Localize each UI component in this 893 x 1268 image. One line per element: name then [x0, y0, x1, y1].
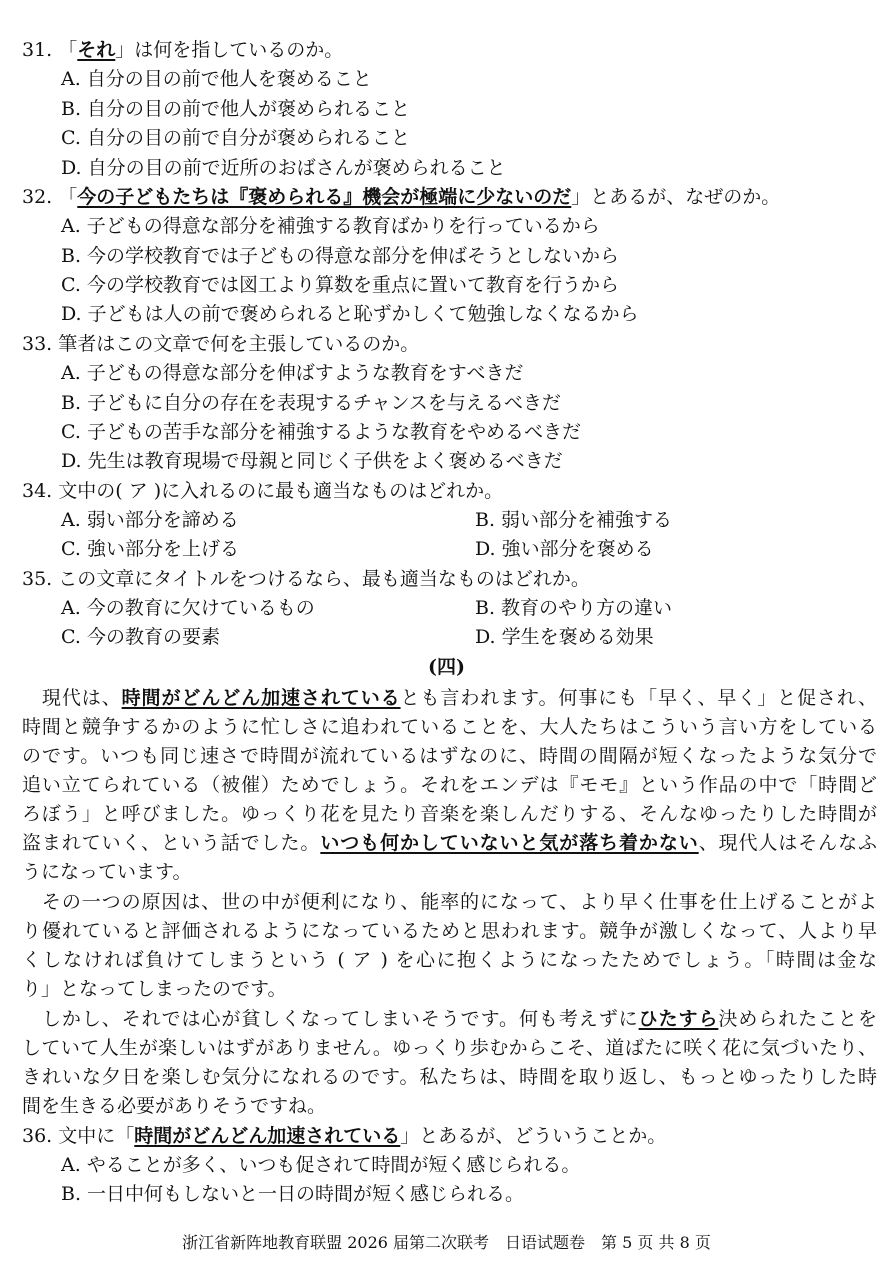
- passage-line: していて人生が楽しいはずがありません。ゆっくり歩むからこそ、道ばたに咲く花に気づいたり、: [22, 1037, 877, 1059]
- passage-line: 現代は、時間がどんどん加速されているとも言われます。何事にも「早く、早く」と促され、: [22, 687, 877, 709]
- passage-line: 間を生きる必要がありそうですね。: [22, 1095, 327, 1117]
- passage-line: り優れていると評価されるようになっているためと思われます。競争が激しくなって、人より早: [22, 920, 877, 942]
- passage-line: のです。いつも同じ速さで時間が流れているはずなのに、時間の間隔が短くなったような気分で: [22, 745, 877, 767]
- question-33: 33. 筆者はこの文章で何を主張しているのか。: [22, 333, 420, 355]
- option-31b: B. 自分の目の前で他人が褒められること: [61, 98, 411, 120]
- question-number: 33.: [22, 333, 53, 355]
- option-32c: C. 今の学校教育では図工より算数を重点に置いて教育を行うから: [61, 274, 619, 296]
- passage-line: 盗まれていく、という話でした。いつも何かしていないと気が落ち着かない、現代人はそんなふ: [22, 832, 877, 854]
- option-31c: C. 自分の目の前で自分が褒められること: [61, 127, 410, 149]
- option-33b: B. 子どもに自分の存在を表現するチャンスを与えるべきだ: [61, 392, 561, 414]
- option-32a: A. 子どもの得意な部分を補強する教育ばかりを行っているから: [61, 215, 600, 237]
- question-number: 36.: [22, 1125, 53, 1147]
- question-number: 31.: [22, 39, 53, 61]
- option-34a: A. 弱い部分を諦める: [61, 509, 239, 531]
- option-32d: D. 子どもは人の前で褒められると恥ずかしくて勉強しなくなるから: [61, 303, 639, 325]
- passage-line: しかし、それでは心が貧しくなってしまいそうです。何も考えずにひたすら決められたことを: [22, 1008, 877, 1030]
- section-title: (四): [428, 656, 465, 678]
- question-number: 35.: [22, 568, 53, 590]
- underlined-term: それ: [77, 39, 116, 61]
- option-32b: B. 今の学校教育では子どもの得意な部分を伸ばそうとしないから: [61, 245, 620, 267]
- option-31a: A. 自分の目の前で他人を褒めること: [61, 68, 372, 90]
- passage-line: うになっています。: [22, 861, 192, 883]
- option-34c: C. 強い部分を上げる: [61, 538, 239, 560]
- option-34d: D. 強い部分を褒める: [475, 538, 654, 560]
- option-35a: A. 今の教育に欠けているもの: [61, 597, 315, 619]
- option-31d: D. 自分の目の前で近所のおばさんが褒められること: [61, 157, 506, 179]
- underlined-term: 時間がどんどん加速されている: [134, 1125, 401, 1147]
- question-number: 34.: [22, 480, 53, 502]
- option-35d: D. 学生を褒める効果: [475, 626, 654, 648]
- passage-line: 時間と競争するかのように忙しさに追われていることを、大人たちはこういう言い方をしている: [22, 716, 877, 738]
- question-number: 32.: [22, 186, 53, 208]
- page-footer: 浙江省新阵地教育联盟 2026 届第二次联考 日语试题卷 第 5 页 共 8 页: [182, 1233, 711, 1252]
- passage-line: 追い立てられている（被催）ためでしょう。それをエンデは『モモ』という作品の中で「時間ど: [22, 774, 877, 796]
- option-35b: B. 教育のやり方の違い: [475, 597, 673, 619]
- option-36b: B. 一日中何もしないと一日の時間が短く感じられる。: [61, 1183, 525, 1205]
- passage-line: ろぼう」と呼びました。ゆっくり花を見たり音楽を楽しんだりする、そんなゆったりした時間が: [22, 803, 877, 825]
- underlined-phrase: いつも何かしていないと気が落ち着かない: [320, 832, 699, 854]
- question-36: 36. 文中に「時間がどんどん加速されている」とあるが、どういうことか。: [22, 1125, 667, 1147]
- passage-line: きれいな夕日を楽しむ気分になれるのです。私たちは、時間を取り返し、もっとゆったりした時: [22, 1066, 877, 1088]
- option-33c: C. 子どもの苦手な部分を補強するような教育をやめるべきだ: [61, 421, 581, 443]
- question-32: 32. 「今の子どもたちは『褒められる』機会が極端に少ないのだ」とあるが、なぜのか。: [22, 186, 781, 208]
- underlined-term: 今の子どもたちは『褒められる』機会が極端に少ないのだ: [77, 186, 572, 208]
- option-34b: B. 弱い部分を補強する: [475, 509, 673, 531]
- option-36a: A. やることが多く、いつも促されて時間が短く感じられる。: [61, 1154, 581, 1176]
- question-35: 35. この文章にタイトルをつけるなら、最も適当なものはどれか。: [22, 568, 590, 590]
- underlined-phrase: 時間がどんどん加速されている: [121, 687, 401, 709]
- option-35c: C. 今の教育の要素: [61, 626, 220, 648]
- question-31: 31. 「それ」は何を指しているのか。: [22, 39, 344, 61]
- passage-line: り」となってしまったのです。: [22, 978, 287, 1000]
- passage-line: その一つの原因は、世の中が便利になり、能率的になって、より早く仕事を仕上げることがよ: [22, 891, 877, 913]
- option-33d: D. 先生は教育現場で母親と同じく子供をよく褒めるべきだ: [61, 450, 563, 472]
- question-34: 34. 文中の( ア )に入れるのに最も適当なものはどれか。: [22, 480, 504, 502]
- passage-line: くしなければ負けてしまうという ( ア ) を心に抱くようになったためでしょう。「時間は金な: [22, 949, 877, 971]
- underlined-phrase: ひたすら: [638, 1008, 719, 1030]
- option-33a: A. 子どもの得意な部分を伸ばすような教育をすべきだ: [61, 362, 524, 384]
